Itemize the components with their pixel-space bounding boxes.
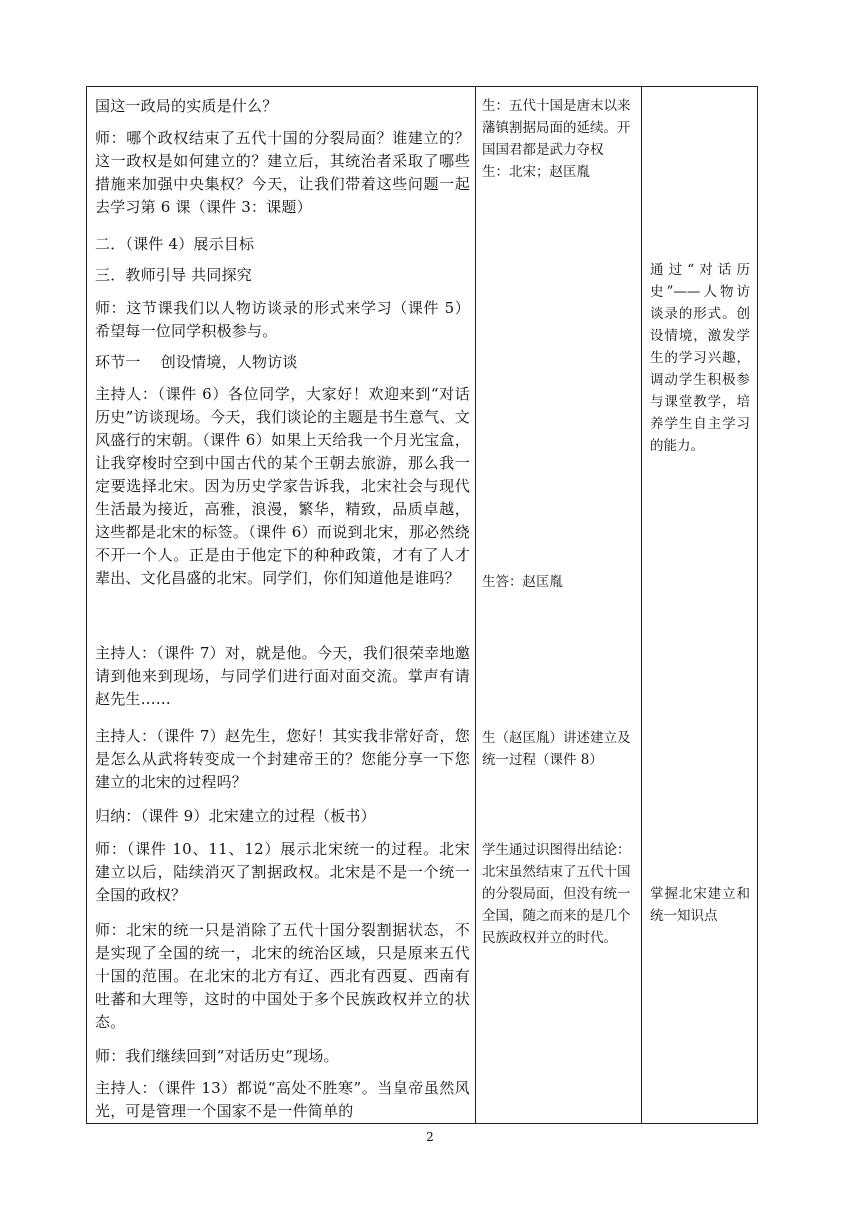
teacher-paragraph: 师：（课件 10、11、12）展示北宋统一的过程。北宋建立以后，陆续消灭了割据政权。北宋是不是一个统一全国的政权？: [95, 840, 470, 904]
design-intent-column: [642, 87, 757, 1123]
teacher-paragraph: 主持人：（课件 13）都说“高处不胜寒”。当皇帝虽然风光，可是管理一个国家不是一件简单的: [95, 1079, 470, 1120]
teacher-paragraph: 主持人：（课件 6）各位同学，大家好！欢迎来到“对话历史”访谈现场。今天，我们谈论的主题是书生意气、文风盛行的宋朝。（课件 6）如果上天给我一个月光宝盒，让我穿梭时空到中国古代的某个王朝去旅游，那么我一定要选择北宋。因为历史学家告诉我，北宋社会与现代生活最为接近，高雅，浪漫，繁华，精致，品质卓越，这些都是北宋的标签。（课件 6）而说到北宋，那必然绕不开一个人。正是由于他定下的种种政策，才有了人才辈出、文化昌盛的北宋。同学们，你们知道他是谁吗？: [95, 385, 470, 587]
teaching-process-column: [87, 87, 476, 1123]
page-number: 2: [426, 1130, 434, 1144]
teacher-paragraph: 三．教师引导 共同探究: [95, 266, 252, 284]
teacher-paragraph: 环节一 创设情境，人物访谈: [95, 353, 298, 371]
student-response: 学生通过识图得出结论：北宋虽然结束了五代十国的分裂局面，但没有统一全国，随之而来的是几个民族政权并立的时代。: [482, 842, 631, 946]
teacher-paragraph: 师：北宋的统一只是消除了五代十国分裂割据状态，不是实现了全国的统一，北宋的统治区域，只是原来五代十国的范围。在北宋的北方有辽、西北有西夏、西南有吐蕃和大理等，这时的中国处于多个民族政权并立的状态。: [95, 921, 470, 1031]
teacher-paragraph: 师：我们继续回到“对话历史”现场。: [95, 1047, 339, 1065]
student-response: 生（赵匡胤）讲述建立及统一过程（课件 8）: [482, 730, 631, 768]
lesson-plan-table: [86, 86, 758, 1124]
teacher-paragraph: 主持人：（课件 7）赵先生，您好！其实我非常好奇，您是怎么从武将转变成一个封建帝王的？您能分享一下您建立的北宋的过程吗？: [95, 727, 470, 791]
student-response: 生答：赵匡胤: [482, 574, 563, 590]
teacher-paragraph: 国这一政局的实质是什么？: [95, 97, 278, 115]
teacher-paragraph: 师：哪个政权结束了五代十国的分裂局面？谁建立的？这一政权是如何建立的？建立后，其统治者采取了哪些措施来加强中央集权？今天，让我们带着这些问题一起去学习第 6 课（课件 3：课题）: [95, 129, 470, 216]
design-note: 掌握北宋建立和统一知识点: [650, 886, 750, 924]
student-response: 生：北宋；赵匡胤: [482, 164, 590, 180]
design-note: 通过“对话历史”——人物访谈录的形式。创设情境，激发学生的学习兴趣，调动学生积极参与课堂教学，培养学生自主学习的能力。: [650, 262, 750, 454]
teacher-paragraph: 归纳：（课件 9）北宋建立的过程（板书）: [95, 807, 376, 825]
teacher-paragraph: 主持人：（课件 7）对，就是他。今天，我们很荣幸地邀请到他来到现场，与同学们进行面对面交流。掌声有请赵先生……: [95, 644, 470, 708]
student-response: 生：五代十国是唐末以来藩镇割据局面的延续。开国国君都是武力夺权: [482, 98, 631, 158]
teacher-paragraph: 二．（课件 4）展示目标: [95, 235, 255, 253]
student-activity-column: [476, 87, 642, 1123]
teacher-paragraph: 师：这节课我们以人物访谈录的形式来学习（课件 5）希望每一位同学积极参与。: [95, 299, 470, 340]
